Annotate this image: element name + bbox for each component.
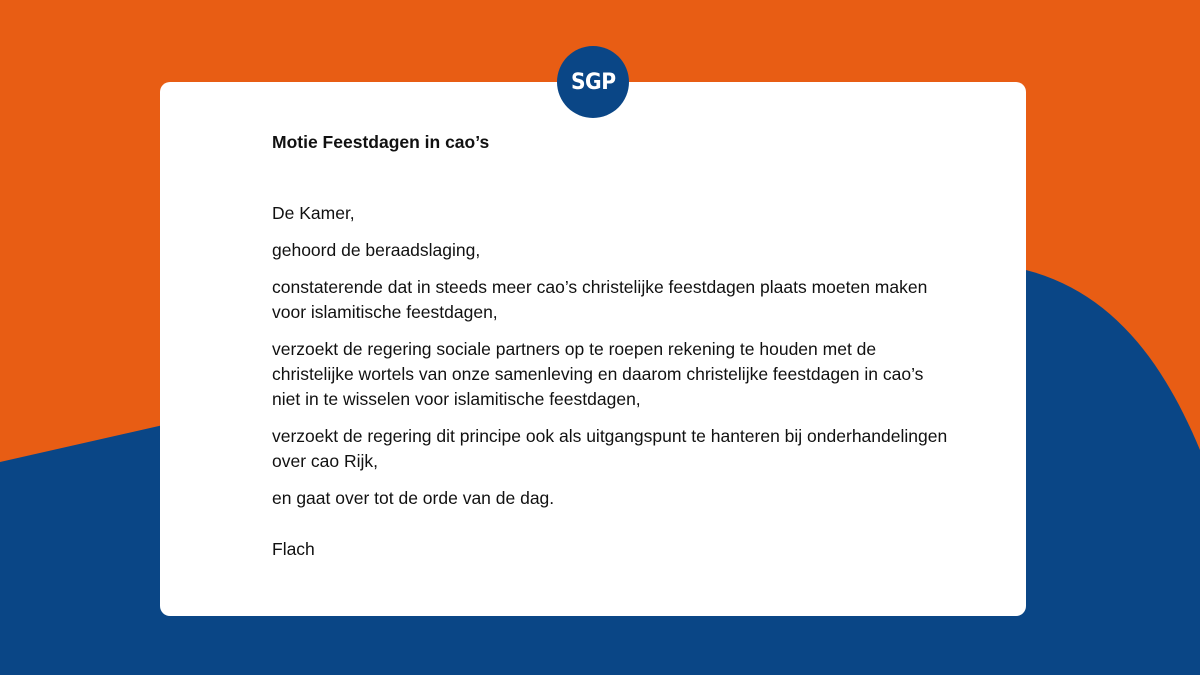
motion-paragraph: verzoekt de regering sociale partners op te roepen rekening te houden met de christelijke wortels van onze samenleving en daarom christelijke feestdagen in cao’s niet in te wisselen voor islamitische feestdagen,	[272, 339, 924, 409]
motion-paragraph: constaterende dat in steeds meer cao’s christelijke feestdagen plaats moeten maken voor islamitische feestdagen,	[272, 277, 928, 322]
motion-paragraph: De Kamer,	[272, 203, 355, 223]
motion-paragraph: verzoekt de regering dit principe ook als uitgangspunt te hanteren bij onderhandelingen over cao Rijk,	[272, 426, 948, 471]
motion-signature: Flach	[272, 539, 315, 559]
motion-title: Motie Feestdagen in cao’s	[272, 132, 490, 152]
motion-paragraph: gehoord de beraadslaging,	[272, 240, 481, 260]
motion-paragraph: en gaat over tot de orde van de dag.	[272, 488, 555, 508]
motion-content	[272, 130, 952, 562]
logo-text: SGP	[570, 69, 616, 95]
sgp-logo	[557, 46, 629, 118]
motion-card	[160, 82, 1026, 616]
